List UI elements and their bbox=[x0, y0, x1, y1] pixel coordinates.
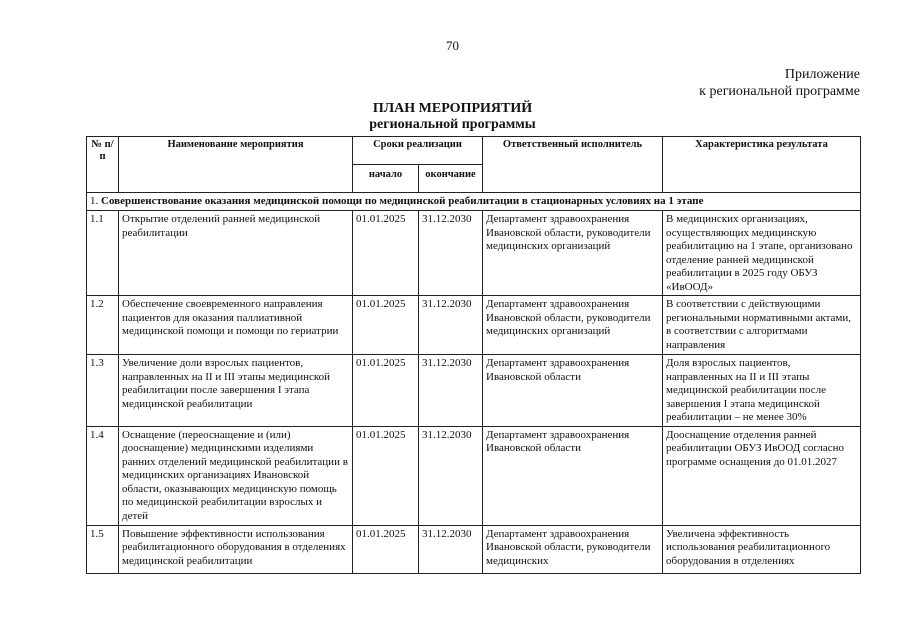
section-cell bbox=[87, 193, 861, 211]
section-row bbox=[87, 193, 861, 211]
row-executor: Департамент здравоохранения Ивановской области bbox=[483, 355, 663, 427]
appendix-line-2: к региональной программе bbox=[699, 84, 860, 99]
row-name: Повышение эффективности использования реабилитационного оборудования в отделениях медицинской реабилитации bbox=[119, 525, 353, 573]
row-executor: Департамент здравоохранения Ивановской области, руководители медицинских организаций bbox=[483, 296, 663, 355]
document-title bbox=[0, 101, 905, 133]
table-row bbox=[87, 355, 861, 427]
row-result: В соответствии с действующими региональными нормативными актами, в соответствии с алгоритмами направления bbox=[663, 296, 861, 355]
section-number: 1. bbox=[90, 195, 99, 207]
appendix-line-1: Приложение bbox=[784, 67, 860, 82]
row-num: 1.5 bbox=[87, 525, 119, 573]
row-result: Дооснащение отделения ранней реабилитации ОБУЗ ИвООД согласно программе оснащения до 01.01.2027 bbox=[663, 426, 861, 525]
title-line-1: ПЛАН МЕРОПРИЯТИЙ bbox=[372, 101, 533, 116]
row-num: 1.2 bbox=[87, 296, 119, 355]
row-name: Оснащение (переоснащение и (или) дооснащение) медицинскими изделиями ранних отделений медицинской реабилитации в медицинских организациях Ивановской области, оказывающих медицинскую помощь по медицинской реабилитации взрослых и детей bbox=[119, 426, 353, 525]
plan-table bbox=[86, 136, 861, 574]
row-executor: Департамент здравоохранения Ивановской области, руководители медицинских bbox=[483, 525, 663, 573]
row-end: 31.12.2030 bbox=[419, 525, 483, 573]
page-number: 70 bbox=[446, 38, 459, 53]
row-executor: Департамент здравоохранения Ивановской области, руководители медицинских организаций bbox=[483, 211, 663, 296]
row-start: 01.01.2025 bbox=[353, 355, 419, 427]
table-header-row bbox=[87, 137, 861, 165]
section-title: Совершенствование оказания медицинской помощи по медицинской реабилитации в стационарных условиях на 1 этапе bbox=[101, 195, 704, 207]
row-start: 01.01.2025 bbox=[353, 211, 419, 296]
row-end: 31.12.2030 bbox=[419, 426, 483, 525]
table-row bbox=[87, 525, 861, 573]
row-result: В медицинских организациях, осуществляющих медицинскую реабилитацию на 1 этапе, организовано отделение ранней медицинской реабилитации в 2025 году ОБУЗ «ИвООД» bbox=[663, 211, 861, 296]
row-result: Увеличена эффективность использования реабилитационного оборудования в отделениях bbox=[663, 525, 861, 573]
header-executor: Ответственный исполнитель bbox=[483, 137, 663, 193]
header-end: окончание bbox=[419, 165, 483, 193]
table-row bbox=[87, 296, 861, 355]
appendix-note bbox=[699, 66, 860, 100]
row-end: 31.12.2030 bbox=[419, 355, 483, 427]
row-start: 01.01.2025 bbox=[353, 296, 419, 355]
header-period: Сроки реализации bbox=[353, 137, 483, 165]
row-end: 31.12.2030 bbox=[419, 211, 483, 296]
row-name: Увеличение доли взрослых пациентов, направленных на II и III этапы медицинской реабилитации после завершения I этапа медицинской реабилитации bbox=[119, 355, 353, 427]
row-executor: Департамент здравоохранения Ивановской области bbox=[483, 426, 663, 525]
row-num: 1.4 bbox=[87, 426, 119, 525]
row-result: Доля взрослых пациентов, направленных на II и III этапы медицинской реабилитации после завершения I этапа медицинской реабилитации – не менее 30% bbox=[663, 355, 861, 427]
header-start: начало bbox=[353, 165, 419, 193]
row-start: 01.01.2025 bbox=[353, 426, 419, 525]
row-num: 1.3 bbox=[87, 355, 119, 427]
header-result: Характеристика результата bbox=[663, 137, 861, 193]
row-name: Открытие отделений ранней медицинской реабилитации bbox=[119, 211, 353, 296]
title-line-2: региональной программы bbox=[369, 117, 536, 132]
header-num: № п/п bbox=[87, 137, 119, 193]
header-name: Наименование мероприятия bbox=[119, 137, 353, 193]
row-num: 1.1 bbox=[87, 211, 119, 296]
row-end: 31.12.2030 bbox=[419, 296, 483, 355]
row-name: Обеспечение своевременного направления пациентов для оказания паллиативной медицинской помощи и помощи по гериатрии bbox=[119, 296, 353, 355]
table-row bbox=[87, 426, 861, 525]
table-row bbox=[87, 211, 861, 296]
row-start: 01.01.2025 bbox=[353, 525, 419, 573]
